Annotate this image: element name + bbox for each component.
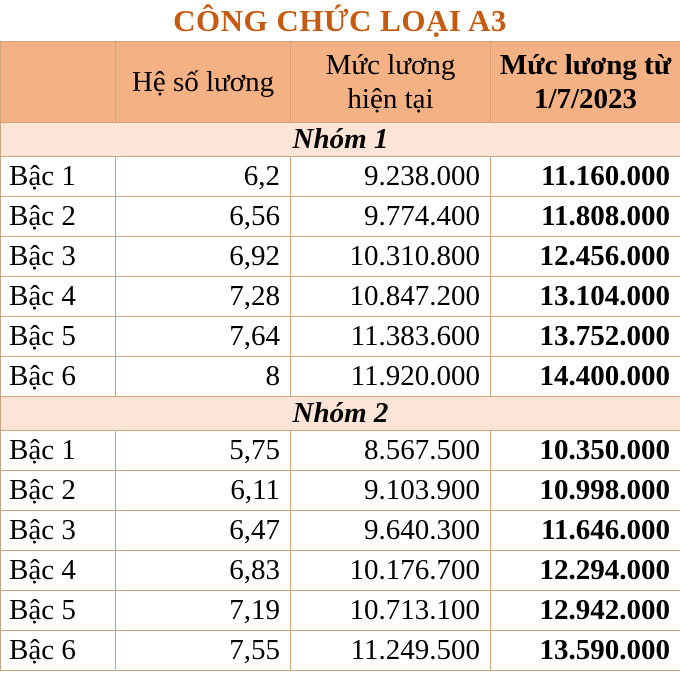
current-salary-cell: 11.383.600 xyxy=(291,317,491,357)
level-cell: Bậc 1 xyxy=(1,431,116,471)
coefficient-cell: 8 xyxy=(116,357,291,397)
new-salary-cell: 13.590.000 xyxy=(491,631,680,671)
current-salary-cell: 9.774.400 xyxy=(291,197,491,237)
group-label: Nhóm 2 xyxy=(1,397,680,431)
new-salary-cell: 11.646.000 xyxy=(491,511,680,551)
current-salary-cell: 9.640.300 xyxy=(291,511,491,551)
coefficient-cell: 6,92 xyxy=(116,237,291,277)
new-salary-cell: 13.752.000 xyxy=(491,317,680,357)
table-row xyxy=(1,357,680,397)
new-salary-cell: 12.942.000 xyxy=(491,591,680,631)
salary-table xyxy=(0,41,680,671)
coefficient-cell: 6,11 xyxy=(116,471,291,511)
new-salary-cell: 11.808.000 xyxy=(491,197,680,237)
coefficient-cell: 7,64 xyxy=(116,317,291,357)
current-salary-cell: 10.310.800 xyxy=(291,237,491,277)
coefficient-cell: 6,47 xyxy=(116,511,291,551)
coefficient-cell: 7,19 xyxy=(116,591,291,631)
level-cell: Bậc 4 xyxy=(1,551,116,591)
new-salary-cell: 12.294.000 xyxy=(491,551,680,591)
header-current-salary: Mức lương hiện tại xyxy=(291,42,491,123)
coefficient-cell: 7,28 xyxy=(116,277,291,317)
current-salary-cell: 8.567.500 xyxy=(291,431,491,471)
level-cell: Bậc 6 xyxy=(1,357,116,397)
current-salary-cell: 10.713.100 xyxy=(291,591,491,631)
table-row xyxy=(1,511,680,551)
level-cell: Bậc 5 xyxy=(1,317,116,357)
table-row xyxy=(1,157,680,197)
level-cell: Bậc 3 xyxy=(1,511,116,551)
new-salary-cell: 10.350.000 xyxy=(491,431,680,471)
new-salary-cell: 13.104.000 xyxy=(491,277,680,317)
new-salary-cell: 11.160.000 xyxy=(491,157,680,197)
group-label: Nhóm 1 xyxy=(1,123,680,157)
level-cell: Bậc 1 xyxy=(1,157,116,197)
group-row-nhom-1 xyxy=(1,123,680,157)
header-coefficient: Hệ số lương xyxy=(116,42,291,123)
level-cell: Bậc 6 xyxy=(1,631,116,671)
coefficient-cell: 6,83 xyxy=(116,551,291,591)
level-cell: Bậc 5 xyxy=(1,591,116,631)
current-salary-cell: 9.103.900 xyxy=(291,471,491,511)
current-salary-cell: 11.249.500 xyxy=(291,631,491,671)
header-row xyxy=(1,42,680,123)
table-row xyxy=(1,631,680,671)
level-cell: Bậc 2 xyxy=(1,197,116,237)
table-row xyxy=(1,237,680,277)
table-row xyxy=(1,197,680,237)
table-row xyxy=(1,317,680,357)
coefficient-cell: 7,55 xyxy=(116,631,291,671)
level-cell: Bậc 2 xyxy=(1,471,116,511)
current-salary-cell: 9.238.000 xyxy=(291,157,491,197)
current-salary-cell: 10.176.700 xyxy=(291,551,491,591)
table-row xyxy=(1,431,680,471)
table-row xyxy=(1,471,680,511)
group-row-nhom-2 xyxy=(1,397,680,431)
table-row xyxy=(1,277,680,317)
new-salary-cell: 12.456.000 xyxy=(491,237,680,277)
table-row xyxy=(1,591,680,631)
level-cell: Bậc 3 xyxy=(1,237,116,277)
current-salary-cell: 11.920.000 xyxy=(291,357,491,397)
page-title: CÔNG CHỨC LOẠI A3 xyxy=(0,0,680,41)
new-salary-cell: 10.998.000 xyxy=(491,471,680,511)
coefficient-cell: 6,56 xyxy=(116,197,291,237)
header-new-salary: Mức lương từ 1/7/2023 xyxy=(491,42,680,123)
level-cell: Bậc 4 xyxy=(1,277,116,317)
table-row xyxy=(1,551,680,591)
current-salary-cell: 10.847.200 xyxy=(291,277,491,317)
coefficient-cell: 5,75 xyxy=(116,431,291,471)
coefficient-cell: 6,2 xyxy=(116,157,291,197)
header-empty-cell xyxy=(1,42,116,123)
new-salary-cell: 14.400.000 xyxy=(491,357,680,397)
